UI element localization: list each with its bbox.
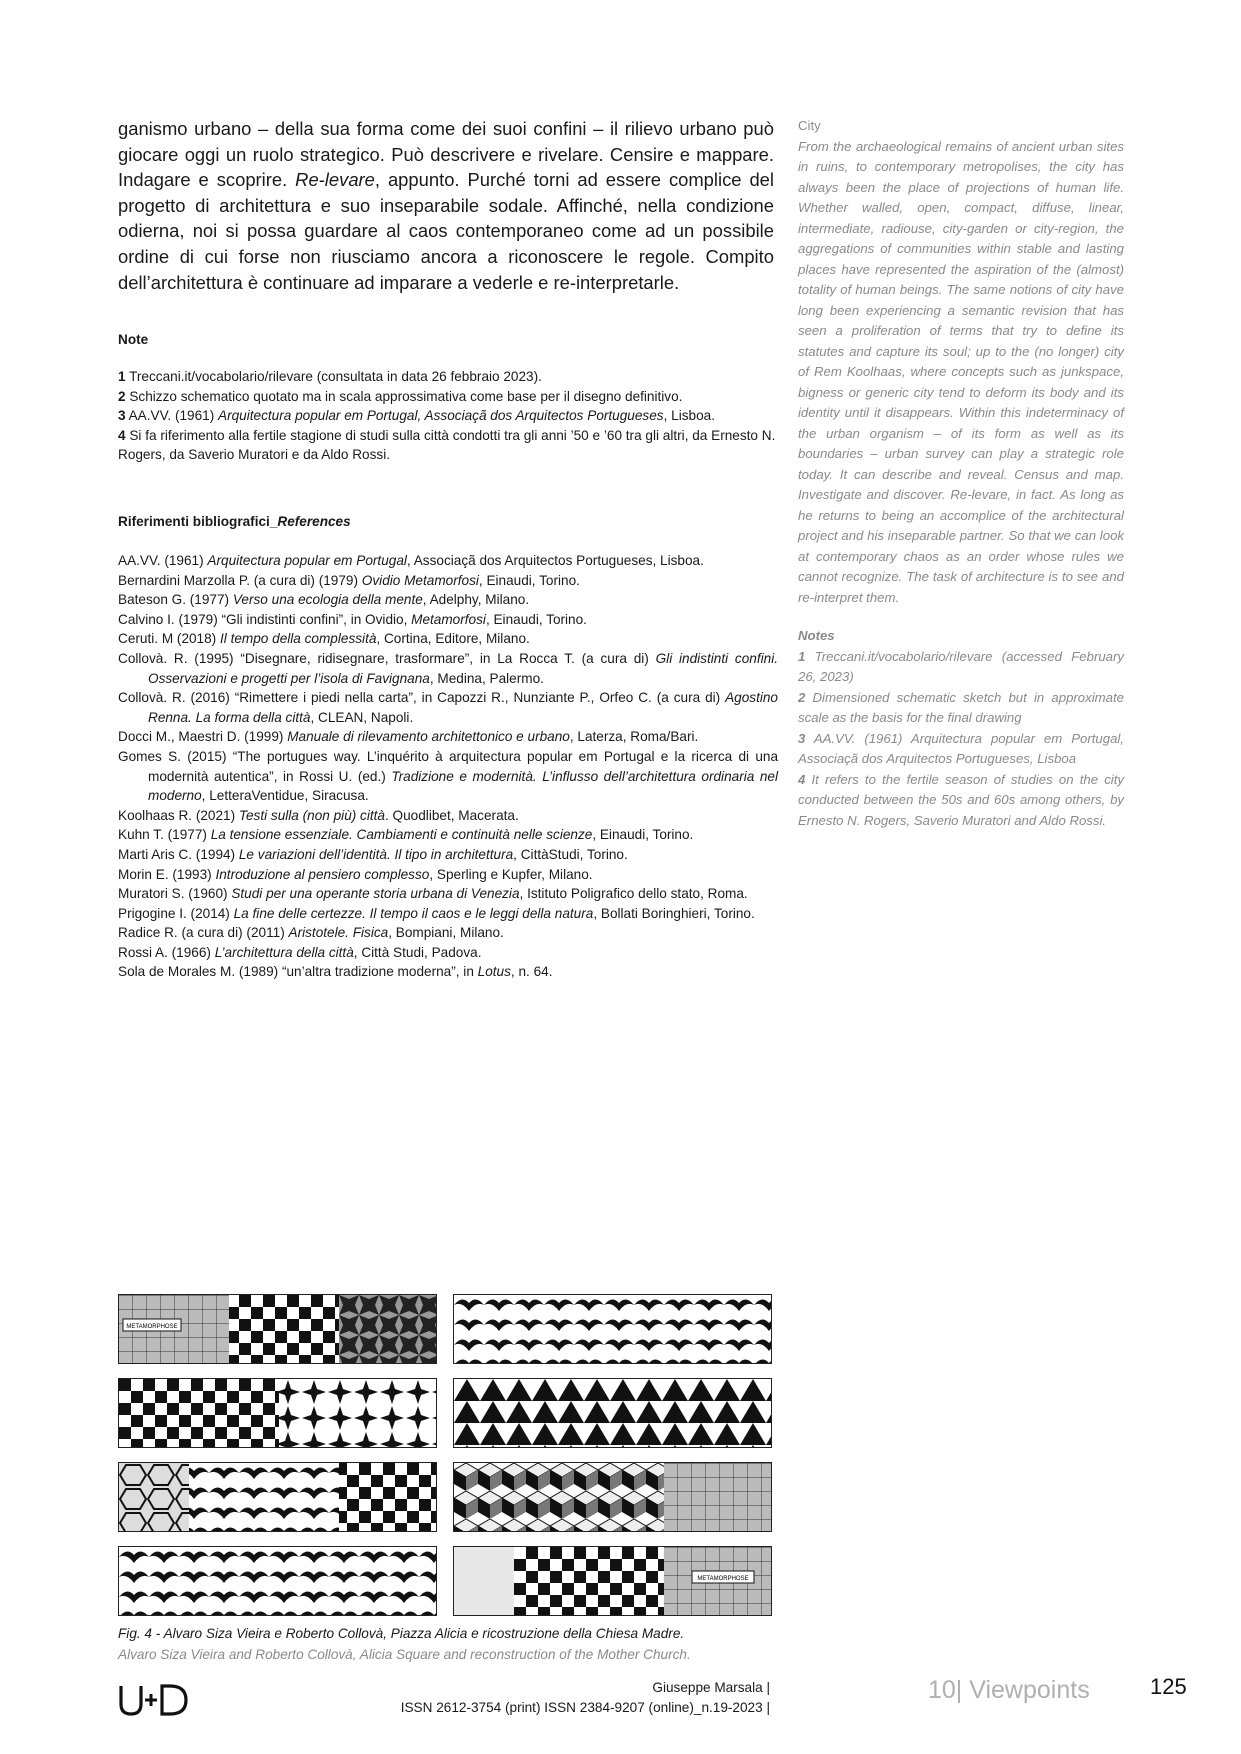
reference-item: Docci M., Maestri D. (1999) Manuale di rilevamento architettonico e urbano, Laterza, Roma/Bari. bbox=[118, 729, 699, 745]
reference-item: Marti Aris C. (1994) Le variazioni dell’identità. Il tipo in architettura, CittàStudi, Torino. bbox=[118, 846, 628, 862]
reference-item: Sola de Morales M. (1989) “un’altra tradizione moderna”, in Lotus, n. 64. bbox=[118, 964, 553, 980]
sidebar-notes-list bbox=[798, 647, 1124, 832]
sidebar-title: City bbox=[798, 118, 821, 133]
caption-italian: Fig. 4 - Alvaro Siza Vieira e Roberto Collovà, Piazza Alicia e ricostruzione della Chiesa Madre. bbox=[118, 1626, 685, 1641]
reference-item: Collovà. R. (1995) “Disegnare, ridisegnare, trasformare”, in La Rocca T. (a cura di) Gli indistinti confini. Osservazioni e progetti per l’isola di Favignana, Medina, Palermo. bbox=[118, 650, 778, 686]
caption-english: Alvaro Siza Vieira and Roberto Collovà, Alicia Square and reconstruction of the Mother Church. bbox=[118, 1647, 691, 1662]
sidebar-note-item: 3 AA.VV. (1961) Arquitectura popular em Portugal, Associaçã dos Arquitectos Portugueses, Lisboa bbox=[798, 730, 1124, 766]
sidebar-note-item: 4 It refers to the fertile season of studies on the city conducted between the 50s and 60s among others, by Ernesto N. Rogers, Saverio Muratori and Aldo Rossi. bbox=[798, 771, 1124, 828]
reference-item: Koolhaas R. (2021) Testi sulla (non più) città. Quodlibet, Macerata. bbox=[118, 807, 519, 823]
sidebar-note-item: 2 Dimensioned schematic sketch but in approximate scale as the basis for the final drawing bbox=[798, 689, 1124, 725]
metamorphose-panel-1 bbox=[118, 1294, 437, 1364]
figure-caption bbox=[118, 1623, 798, 1665]
metamorphose-panel-3 bbox=[118, 1462, 437, 1532]
references-heading: Riferimenti bibliografici_References bbox=[118, 514, 351, 529]
metamorphose-panel-8 bbox=[453, 1546, 772, 1616]
note-item: 4 Si fa riferimento alla fertile stagione di studi sulla città condotti tra gli anni ’50 e ’60 tra gli altri, da Ernesto N. Rogers, da Saverio Muratori e da Aldo Rossi. bbox=[118, 427, 776, 462]
note-item: 2 Schizzo schematico quotato ma in scala approssimativa come base per il disegno definitivo. bbox=[118, 388, 683, 404]
journal-logo bbox=[118, 1682, 190, 1718]
reference-item: Morin E. (1993) Introduzione al pensiero complesso, Sperling e Kupfer, Milano. bbox=[118, 866, 593, 882]
main-text bbox=[118, 116, 774, 295]
footer-section: 10| Viewpoints bbox=[928, 1676, 1090, 1704]
page-number: 125 bbox=[1150, 1674, 1187, 1699]
main-paragraph: ganismo urbano – della sua forma come dei suoi confini – il rilievo urbano può giocare oggi un ruolo strategico. Può descrivere e rivelare. Censire e mappare. Indagare e scoprire. Re-levare, appunto. Purché torni ad essere complice del progetto di architettura e suo inseparabile sodale. Affinché, nella condizione odierna, noi si possa guardare al caos contemporaneo come ad un possibile ordine di cui forse non riusciamo ancora a riconoscere le regole. Compito dell’architettura è continuare ad imparare a vederle e re-interpretarle. bbox=[118, 118, 774, 293]
note-item: 1 Treccani.it/vocabolario/rilevare (consultata in data 26 febbraio 2023). bbox=[118, 369, 542, 384]
footer-author: Giuseppe Marsala | bbox=[652, 1680, 770, 1695]
reference-item: AA.VV. (1961) Arquitectura popular em Portugal, Associaçã dos Arquitectos Portugueses, Lisboa. bbox=[118, 553, 704, 568]
reference-item: Gomes S. (2015) “The portugues way. L’inquérito à arquitectura popular em Portugal e la ricerca di una modernità autentica”, in Rossi U. (ed.) Tradizione e modernità. L’influsso dell’architettura ordinaria nel moderno, LetteraVentidue, Siracusa. bbox=[118, 748, 778, 804]
reference-item: Rossi A. (1966) L’architettura della città, Città Studi, Padova. bbox=[118, 944, 482, 960]
reference-item: Kuhn T. (1977) La tensione essenziale. Cambiamenti e continuità nelle scienze, Einaudi, Torino. bbox=[118, 827, 694, 843]
reference-item: Prigogine I. (2014) La fine delle certezze. Il tempo il caos e le leggi della natura, Bollati Boringhieri, Torino. bbox=[118, 905, 755, 921]
footer-meta bbox=[401, 1678, 770, 1718]
metamorphose-panel-6 bbox=[453, 1378, 772, 1448]
sidebar-note-item: 1 Treccani.it/vocabolario/rilevare (accessed February 26, 2023) bbox=[798, 648, 1124, 684]
references-list bbox=[118, 551, 778, 982]
sidebar-notes-heading: Notes bbox=[798, 628, 835, 643]
metamorphose-panel-2 bbox=[118, 1378, 437, 1448]
metamorphose-panel-7 bbox=[453, 1462, 772, 1532]
reference-item: Muratori S. (1960) Studi per una operante storia urbana di Venezia, Istituto Poligrafico dello stato, Roma. bbox=[118, 886, 748, 902]
reference-item: Bernardini Marzolla P. (a cura di) (1979) Ovidio Metamorfosi, Einaudi, Torino. bbox=[118, 572, 580, 588]
footer-issn: ISSN 2612-3754 (print) ISSN 2384-9207 (online)_n.19-2023 | bbox=[400, 1700, 770, 1715]
notes-list bbox=[118, 367, 778, 465]
metamorphose-panel-5 bbox=[453, 1294, 772, 1364]
figure-gallery bbox=[118, 1294, 772, 1616]
panel-label: METAMORPHOSE bbox=[126, 1324, 178, 1330]
reference-item: Calvino I. (1979) “Gli indistinti confini”, in Ovidio, Metamorfosi, Einaudi, Torino. bbox=[118, 611, 587, 627]
reference-item: Collovà. R. (2016) “Rimettere i piedi nella carta”, in Capozzi R., Nunziante P., Orfeo C. (a cura di) Agostino Renna. La forma della città, CLEAN, Napoli. bbox=[118, 690, 778, 725]
panel-label: METAMORPHOSE bbox=[697, 1576, 749, 1582]
note-item: 3 AA.VV. (1961) Arquitectura popular em Portugal, Associaçã dos Arquitectos Portugueses, Lisboa. bbox=[118, 408, 715, 423]
sidebar-text: From the archaeological remains of ancient urban sites in ruins, to contemporary metropolises, the city has always been the place of projections of human life. Whether walled, open, compact, diffuse, linear, intermediate, radiouse, city-garden or city-region, the aggregations of communities within stable and lasting places have represented the aspiration of the (almost) totality of human beings. The same notions of city have long been experiencing a semantic revision that has seen a proliferation of terms that try to define its statutes and capture its soul; up to the (no longer) city of Rem Koolhaas, where concepts such as junkspace, bigness or generic city tend to deform its body and its identity until it disappears. Within this indeterminacy of the urban organism – of its form as well as its boundaries – urban survey can play a strategic role today. It can describe and reveal. Census and map. Investigate and discover. Re-levare, in fact. As long as he returns to being an accomplice of the architectural project and his inseparable partner. So that we can look at contemporary chaos as an order whose rules we cannot recognize. The task of architecture is to see and re-interpret them. bbox=[798, 138, 1124, 605]
sidebar-english bbox=[798, 116, 1124, 831]
reference-item: Ceruti. M (2018) Il tempo della complessità, Cortina, Editore, Milano. bbox=[118, 631, 530, 647]
metamorphose-panel-4 bbox=[118, 1546, 437, 1616]
reference-item: Bateson G. (1977) Verso una ecologia della mente, Adelphy, Milano. bbox=[118, 592, 530, 608]
references-section bbox=[118, 514, 778, 982]
notes-heading: Note bbox=[118, 332, 149, 347]
notes-section bbox=[118, 332, 778, 465]
reference-item: Radice R. (a cura di) (2011) Aristotele. Fisica, Bompiani, Milano. bbox=[118, 925, 504, 941]
